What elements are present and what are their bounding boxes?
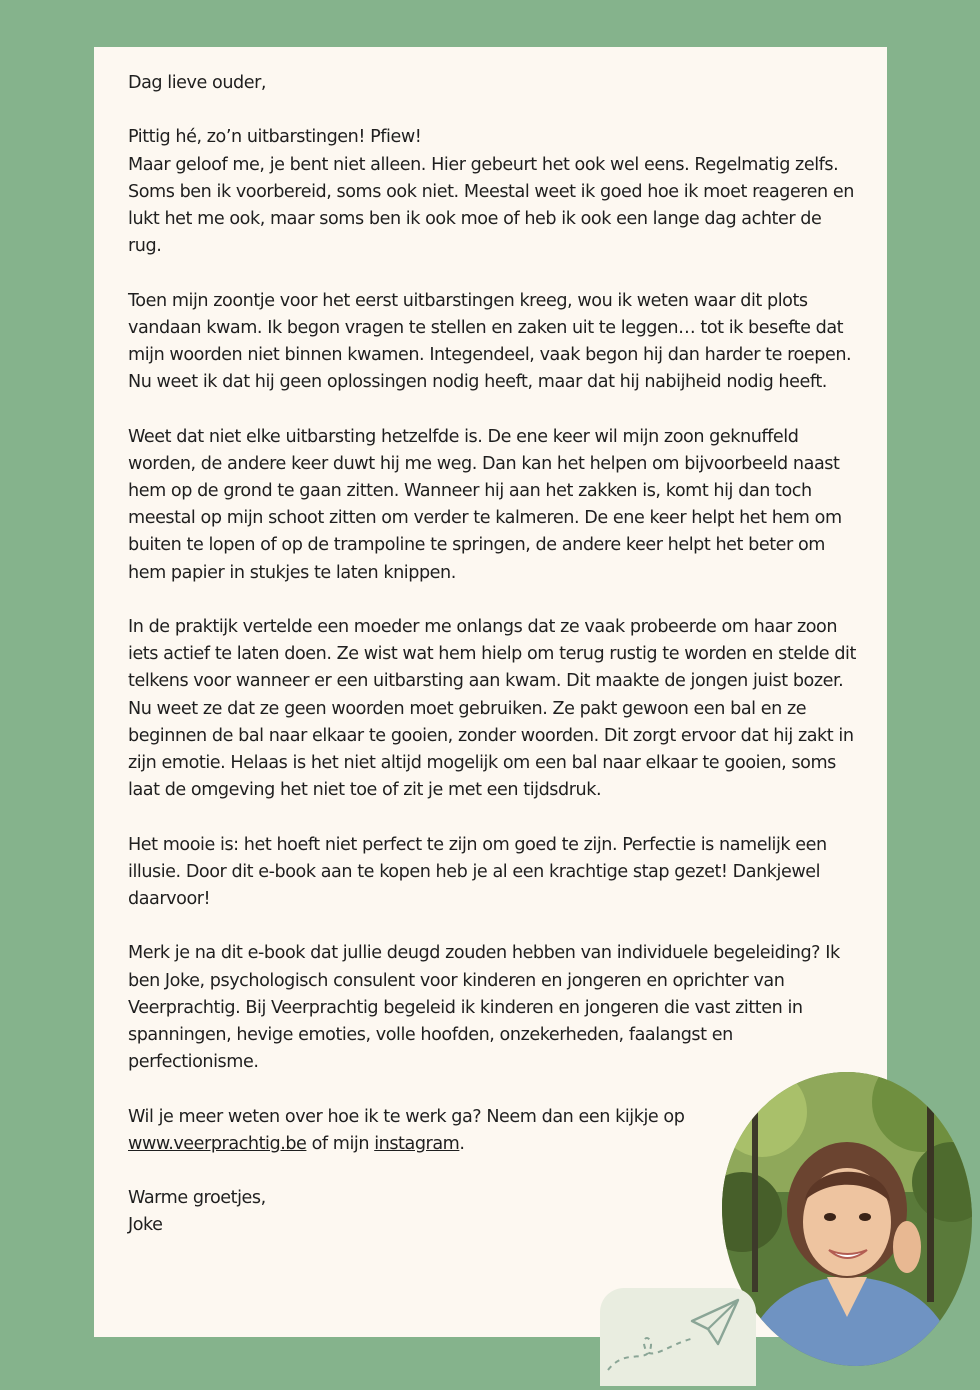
letter-body [128, 70, 858, 1240]
paragraph-7-text: Wil je meer weten over hoe ik te werk ga? Neem dan een kijkje op [128, 1106, 685, 1127]
paragraph-3: Weet dat niet elke uitbarsting hetzelfde is. De ene keer wil mijn zoon geknuffeld worden, de andere keer duwt hij me weg. Dan kan het helpen om bijvoorbeeld naast hem op de grond te gaan zitten. Wanneer hij aan het zakken is, komt hij dan toch meestal op mijn schoot zitten om verder te kalmeren. De ene keer helpt het hem om buiten te lopen of op de trampoline te springen, de andere keer helpt het beter om hem papier in stukjes te laten knippen. [128, 426, 842, 583]
instagram-link[interactable]: instagram [374, 1133, 460, 1154]
paragraph-7-end: . [459, 1133, 465, 1154]
paragraph-1 [128, 124, 858, 260]
closing: Warme groetjes, [128, 1188, 266, 1209]
paper-plane-icon [600, 1288, 756, 1386]
website-link[interactable]: www.veerprachtig.be [128, 1133, 307, 1154]
paragraph-1-body: Maar geloof me, je bent niet alleen. Hier gebeurt het ook wel eens. Regelmatig zelfs. Soms ben ik voorbereid, soms ook niet. Meestal weet ik goed hoe ik moet reageren en lukt het me ook, maar soms ben ik ook moe of heb ik ook een lange dag achter de rug. [128, 154, 854, 257]
paragraph-1-opening: Pittig hé, zo’n uitbarstingen! Pfiew! [128, 127, 422, 148]
paper-plane-card [600, 1288, 756, 1386]
greeting: Dag lieve ouder, [128, 73, 267, 93]
paragraph-2: Toen mijn zoontje voor het eerst uitbarstingen kreeg, wou ik weten waar dit plots vandaan kwam. Ik begon vragen te stellen en zaken uit te leggen… tot ik besefte dat mijn woorden niet binnen kwamen. Integendeel, vaak begon hij dan harder te roepen. Nu weet ik dat hij geen oplossingen nodig heeft, maar dat hij nabijheid nodig heeft. [128, 290, 852, 393]
paragraph-4: In de praktijk vertelde een moeder me onlangs dat ze vaak probeerde om haar zoon iets actief te laten doen. Ze wist wat hem hielp om terug rustig te worden en stelde dit telkens voor wanneer er een uitbarsting aan kwam. Dit maakte de jongen juist bozer. Nu weet ze dat ze geen woorden moet gebruiken. Ze pakt gewoon een bal en ze beginnen de bal naar elkaar te gooien, zonder woorden. Dit zorgt ervoor dat hij zakt in zijn emotie. Helaas is het niet altijd mogelijk om een bal naar elkaar te gooien, soms laat de omgeving het niet toe of zit je met een tijdsdruk. [128, 617, 856, 801]
paragraph-6: Merk je na dit e-book dat jullie deugd zouden hebben van individuele begeleiding? Ik ben Joke, psychologisch consulent voor kinderen en jongeren en oprichter van Veerprachtig. Bij Veerprachtig begeleid ik kinderen en jongeren die vast zitten in spanningen, hevige emoties, volle hoofden, onzekerheden, faalangst en perfectionisme. [128, 943, 840, 1073]
paragraph-5: Het mooie is: het hoeft niet perfect te zijn om goed te zijn. Perfectie is namelijk een illusie. Door dit e-book aan te kopen heb je al een krachtige stap gezet! Dankjewel daarvoor! [128, 834, 827, 910]
signature: Joke [128, 1215, 163, 1236]
paragraph-7-middle: of mijn [306, 1133, 375, 1154]
